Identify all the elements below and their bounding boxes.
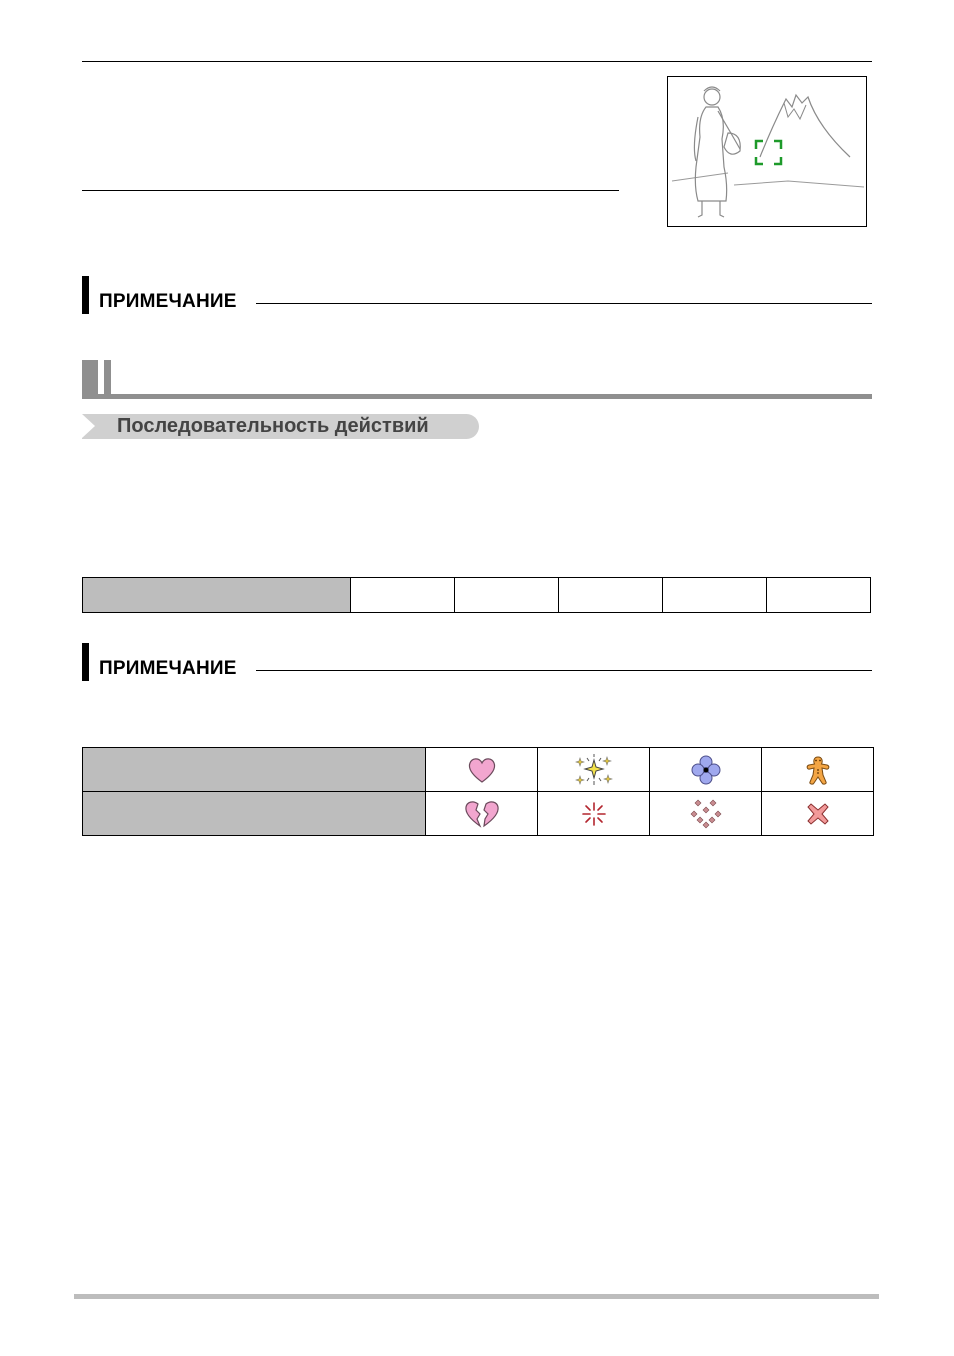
- note-header-1: [82, 276, 872, 314]
- table-row: [83, 792, 874, 836]
- table-row: [83, 578, 871, 613]
- mid-rule: [82, 190, 619, 191]
- scattered-petals-icon: [689, 798, 723, 830]
- note-rule: [256, 670, 872, 671]
- top-rule: [82, 61, 872, 62]
- table-cell: [455, 578, 559, 613]
- focus-illustration: [667, 76, 867, 227]
- section-header: [82, 360, 872, 399]
- note-label: ПРИМЕЧАНИЕ: [99, 291, 237, 312]
- table-cell: [663, 578, 767, 613]
- note-header-2: [82, 643, 872, 681]
- settings-table: [82, 577, 871, 613]
- chevron-icon: [82, 414, 95, 438]
- icons-table: [82, 747, 874, 836]
- table-cell: [351, 578, 455, 613]
- table-header-cell: [83, 792, 426, 836]
- small-sparkle-icon: [581, 801, 607, 827]
- table-header-cell: [83, 578, 351, 613]
- table-row: [83, 748, 874, 792]
- woman-mountain-drawing: [668, 77, 865, 225]
- procedure-label: Последовательность действий: [117, 415, 429, 437]
- procedure-heading: [82, 414, 479, 439]
- broken-heart-icon: [462, 799, 502, 829]
- table-header-cell: [83, 748, 426, 792]
- sparkle-icon: [574, 754, 614, 786]
- heart-icon: [467, 756, 497, 784]
- note-label: ПРИМЕЧАНИЕ: [99, 658, 237, 679]
- note-rule: [256, 303, 872, 304]
- focus-frame-icon: [756, 141, 781, 164]
- gingerbread-icon: [805, 755, 831, 785]
- table-cell: [767, 578, 871, 613]
- table-cell: [559, 578, 663, 613]
- note-bar: [82, 276, 89, 314]
- footer-bar: [74, 1294, 879, 1299]
- note-bar: [82, 643, 89, 681]
- cross-icon: [806, 802, 830, 826]
- flower-icon: [691, 755, 721, 785]
